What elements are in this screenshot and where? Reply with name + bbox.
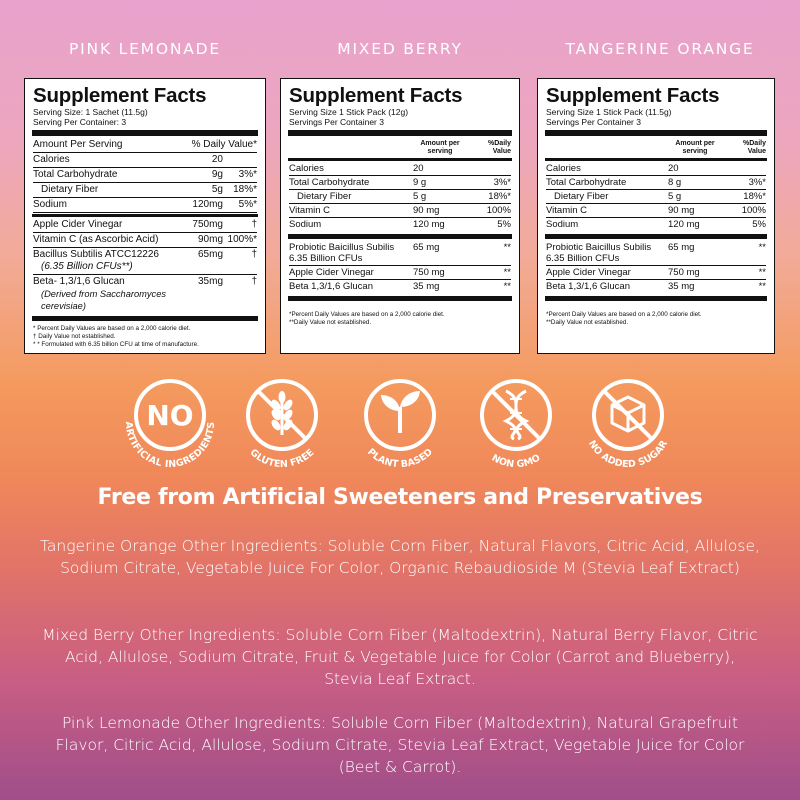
no-icon — [146, 399, 193, 432]
sprout-icon — [381, 391, 420, 433]
table-row: Total Carbohydrate 8 g 3%* — [546, 177, 766, 188]
ingredients-pink-lemonade: Pink Lemonade Other Ingredients: Soluble Corn Fiber (Maltodextrin), Natural Grapefruit Flavor, Citric Acid, Allulose, Sodium Citrate, Stevia Leaf Extract, Vegetable Juice for Color (Beet & Carrot). — [55, 714, 745, 776]
table-row: Apple Cider Vinegar 750mg † — [33, 218, 257, 233]
table-header: Amount per serving %Daily Value — [675, 140, 766, 155]
svg-text:NO: NO — [146, 399, 194, 432]
supplement-facts-tangerine-orange — [537, 78, 775, 354]
table-row: Calories 20 — [289, 162, 511, 176]
ingredients-tangerine-orange: Tangerine Orange Other Ingredients: Soluble Corn Fiber, Natural Flavors, Citric Acid, Allulose, Sodium Citrate, Vegetable Juice For Color, Organic Rebaudioside M (Stevia Leaf Extract) — [40, 537, 760, 577]
badge-plant-based — [340, 373, 460, 483]
flavor-title-pink-lemonade: PINK LEMONADE — [69, 40, 221, 58]
badge-non-gmo — [456, 373, 576, 483]
table-row: Vitamin C 90 mg 100% — [546, 205, 766, 216]
serving-size: Serving Size 1 Stick Pack (11.5g) — [546, 107, 672, 117]
panel-title: Supplement Facts — [33, 84, 207, 107]
svg-text:NON GMO: NON GMO — [489, 452, 543, 471]
svg-text:GLUTEN FREE: GLUTEN FREE — [247, 447, 317, 471]
table-row: Dietary Fiber 5 g 18%* — [546, 190, 766, 204]
table-row: Beta- 1,3/1,6 Glucan (Derived from Saccharomyces cerevisiae) 35mg † — [33, 276, 257, 311]
table-row: Beta 1,3/1,6 Glucan 35 mg ** — [289, 281, 511, 292]
serving-size: Serving Size 1 Stick Pack (12g) — [289, 107, 409, 117]
badge-gluten-free — [222, 373, 342, 483]
table-row: Dietary Fiber 5 g 18%* — [289, 190, 511, 204]
table-row: Total Carbohydrate 9g 3%* — [33, 168, 257, 183]
table-row: Total Carbohydrate 9 g 3%* — [289, 177, 511, 188]
svg-text:NO ADDED SUGAR: NO ADDED SUGAR — [585, 438, 671, 471]
supplement-facts-pink-lemonade — [24, 78, 266, 354]
ingredients-mixed-berry: Mixed Berry Other Ingredients: Soluble Corn Fiber (Maltodextrin), Natural Berry Flavor, Citric Acid, Allulose, Sodium Citrate, Fruit & Vegetable Juice for Color (Carrot and Blueberry), Stevia Leaf Extract. — [42, 626, 758, 688]
table-row: Beta 1,3/1,6 Glucan 35 mg ** — [546, 281, 766, 292]
badge-no-artificial-ingredients — [110, 373, 230, 483]
panel-title: Supplement Facts — [546, 84, 720, 107]
table-row: Sodium 120mg 5%* — [33, 198, 257, 213]
table-row: Sodium 120 mg 5% — [289, 219, 511, 230]
table-row: Calories 20 — [546, 162, 766, 176]
flavor-title-mixed-berry: MIXED BERRY — [337, 40, 463, 58]
headline: Free from Artificial Sweeteners and Preservatives — [97, 485, 703, 510]
table-row: Vitamin C 90 mg 100% — [289, 205, 511, 216]
footnote: *Percent Daily Values are based on a 2,000 calorie diet. **Daily Value not established. — [546, 311, 702, 326]
table-row: Bacillus Subtilis ATCC12226 (6.35 Billion CFUs**) 65mg † — [33, 248, 257, 275]
svg-text:ARTIFICIAL INGREDIENTS: ARTIFICIAL INGREDIENTS — [122, 421, 218, 471]
svg-text:PLANT BASED: PLANT BASED — [365, 446, 435, 471]
table-row: Vitamin C (as Ascorbic Acid) 90mg 100%* — [33, 233, 257, 248]
table-header: Amount per serving %Daily Value — [420, 140, 511, 155]
footnote: * Percent Daily Values are based on a 2,000 calorie diet. † Daily Value not established. * * Formulated with 6.35 billion CFU at time of manufacture. — [33, 325, 199, 348]
table-row: Probiotic Baicillus Subilis 6.35 Billion CFUs 65 mg ** — [546, 242, 766, 264]
panel-title: Supplement Facts — [289, 84, 463, 107]
table-header: Amount Per Serving % Daily Value* — [33, 138, 257, 153]
table-row: Apple Cider Vinegar 750 mg ** — [546, 267, 766, 278]
table-row: Sodium 120 mg 5% — [546, 219, 766, 230]
flavor-title-tangerine-orange: TANGERINE ORANGE — [565, 40, 755, 58]
footnote: *Percent Daily Values are based on a 2,000 calorie diet. **Daily Value not established. — [289, 311, 445, 326]
badge-no-added-sugar — [568, 373, 688, 483]
servings-per-container: Servings Per Container 3 — [546, 117, 641, 127]
serving-size: Serving Size: 1 Sachet (11.5g) — [33, 107, 148, 117]
servings-per-container: Servings Per Container 3 — [289, 117, 384, 127]
servings-per-container: Serving Per Container: 3 — [33, 117, 127, 127]
table-row: Probiotic Baicillus Subilis 6.35 Billion CFUs 65 mg ** — [289, 242, 511, 264]
table-row: Apple Cider Vinegar 750 mg ** — [289, 267, 511, 278]
table-row: Dietary Fiber 5g 18%* — [33, 183, 257, 198]
table-row: Calories 20 — [33, 153, 257, 168]
supplement-facts-mixed-berry — [280, 78, 520, 354]
